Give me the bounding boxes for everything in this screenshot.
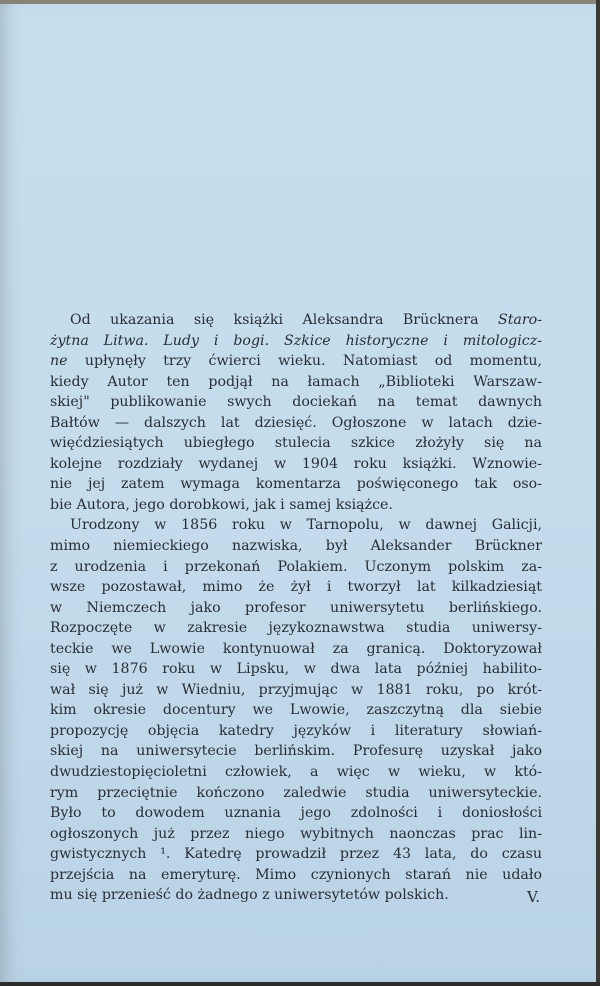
book-page <box>0 4 596 982</box>
text-line <box>50 659 542 680</box>
line-text: wał się już w Wiedniu, przyjmując w 1881 roku, po krót- <box>50 681 542 698</box>
bottom-edge-shadow <box>0 982 600 986</box>
text-line <box>50 392 542 413</box>
line-text: wsze pozostawał, mimo że żył i tworzył lat kilkadziesiąt <box>50 579 542 596</box>
line-text: więćdziesiątych ubiegłego stulecia szkice złożyły się na <box>50 435 542 452</box>
text-line <box>50 803 542 824</box>
line-text: Bałtów — dalszych lat dziesięć. Ogłoszone w latach dzie- <box>50 414 542 431</box>
text-line <box>50 618 542 639</box>
text-line <box>50 721 542 742</box>
line-text: upłynęły trzy ćwierci wieku. Natomiast od momentu, <box>67 353 542 370</box>
line-text: rym przeciętnie kończono zaledwie studia uniwersyteckie. <box>50 784 542 801</box>
text-line <box>50 783 542 804</box>
line-text: Od ukazania się książki Aleksandra Brücknera <box>70 312 498 328</box>
text-line <box>50 824 542 845</box>
italic-title-text: ne <box>50 353 68 370</box>
text-line <box>50 310 542 331</box>
line-text: przejścia na emeryturę. Mimo czynionych starań nie udało <box>50 866 542 883</box>
line-text: ogłoszonych już przez niego wybitnych naonczas prac lin- <box>50 825 542 842</box>
italic-title-text: żytna Litwa. Ludy i bogi. Szkice historyczne i mitologicz- <box>50 332 542 349</box>
text-line <box>50 454 542 475</box>
text-line <box>50 351 542 372</box>
text-line <box>50 844 542 865</box>
text-line <box>50 598 542 619</box>
paragraph <box>50 515 542 905</box>
paragraph <box>50 310 542 515</box>
text-line <box>50 885 542 906</box>
page-edge-shadow <box>596 0 600 986</box>
line-text: kim okresie docentury we Lwowie, zaszczytną dla siebie <box>50 702 542 719</box>
line-text: mimo niemieckiego nazwiska, był Aleksander Brückner <box>50 538 542 555</box>
line-text: mu się przenieść do żadnego z uniwersytetów polskich. <box>50 887 449 904</box>
italic-title-text: Staro- <box>498 312 542 328</box>
text-line <box>50 474 542 495</box>
text-line <box>50 331 542 352</box>
text-line <box>50 577 542 598</box>
text-line <box>50 762 542 783</box>
line-text: skiej" publikowanie swych dociekań na temat dawnych <box>50 394 542 411</box>
text-line <box>50 413 542 434</box>
line-text: Rozpoczęte w zakresie językoznawstwa studia uniwersy- <box>50 620 542 637</box>
text-line <box>50 557 542 578</box>
line-text: Było to dowodem uznania jego zdolności i doniosłości <box>50 805 542 822</box>
line-text: gwistycznych ¹. Katedrę prowadził przez 43 lata, do czasu <box>50 846 542 863</box>
line-text: teckie we Lwowie kontynuował za granicą. Doktoryzował <box>50 640 542 657</box>
text-line <box>50 700 542 721</box>
text-line <box>50 741 542 762</box>
line-text: dwudziestopięcioletni człowiek, a więc w wieku, w któ- <box>50 764 542 781</box>
text-line <box>50 536 542 557</box>
text-line <box>50 639 542 660</box>
line-text: propozycję objęcia katedry języków i literatury słowiań- <box>50 722 542 739</box>
line-text: Urodzony w 1856 roku w Tarnopolu, w dawnej Galicji, <box>70 517 542 534</box>
text-line <box>50 433 542 454</box>
line-text: kiedy Autor ten podjął na łamach „Biblioteki Warszaw- <box>50 373 542 390</box>
text-line <box>50 680 542 701</box>
line-text: się w 1876 roku w Lipsku, w dwa lata później habilito- <box>50 661 542 678</box>
line-text: z urodzenia i przekonań Polakiem. Uczonym polskim za- <box>50 558 542 575</box>
line-text: w Niemczech jako profesor uniwersytetu berlińskiego. <box>50 599 542 616</box>
line-text: nie jej zatem wymaga komentarza poświęconego tak oso- <box>50 476 542 493</box>
text-line <box>50 865 542 886</box>
line-text: bie Autora, jego dorobkowi, jak i samej książce. <box>50 496 393 513</box>
line-text: skiej na uniwersytecie berlińskim. Profesurę uzyskał jako <box>50 743 542 760</box>
line-text: kolejne rozdziały wydanej w 1904 roku książki. Wznowie- <box>50 455 542 472</box>
text-line <box>50 495 542 516</box>
text-line <box>50 372 542 393</box>
text-line <box>50 515 542 536</box>
body-text <box>50 310 542 906</box>
page-number: V. <box>527 888 540 906</box>
